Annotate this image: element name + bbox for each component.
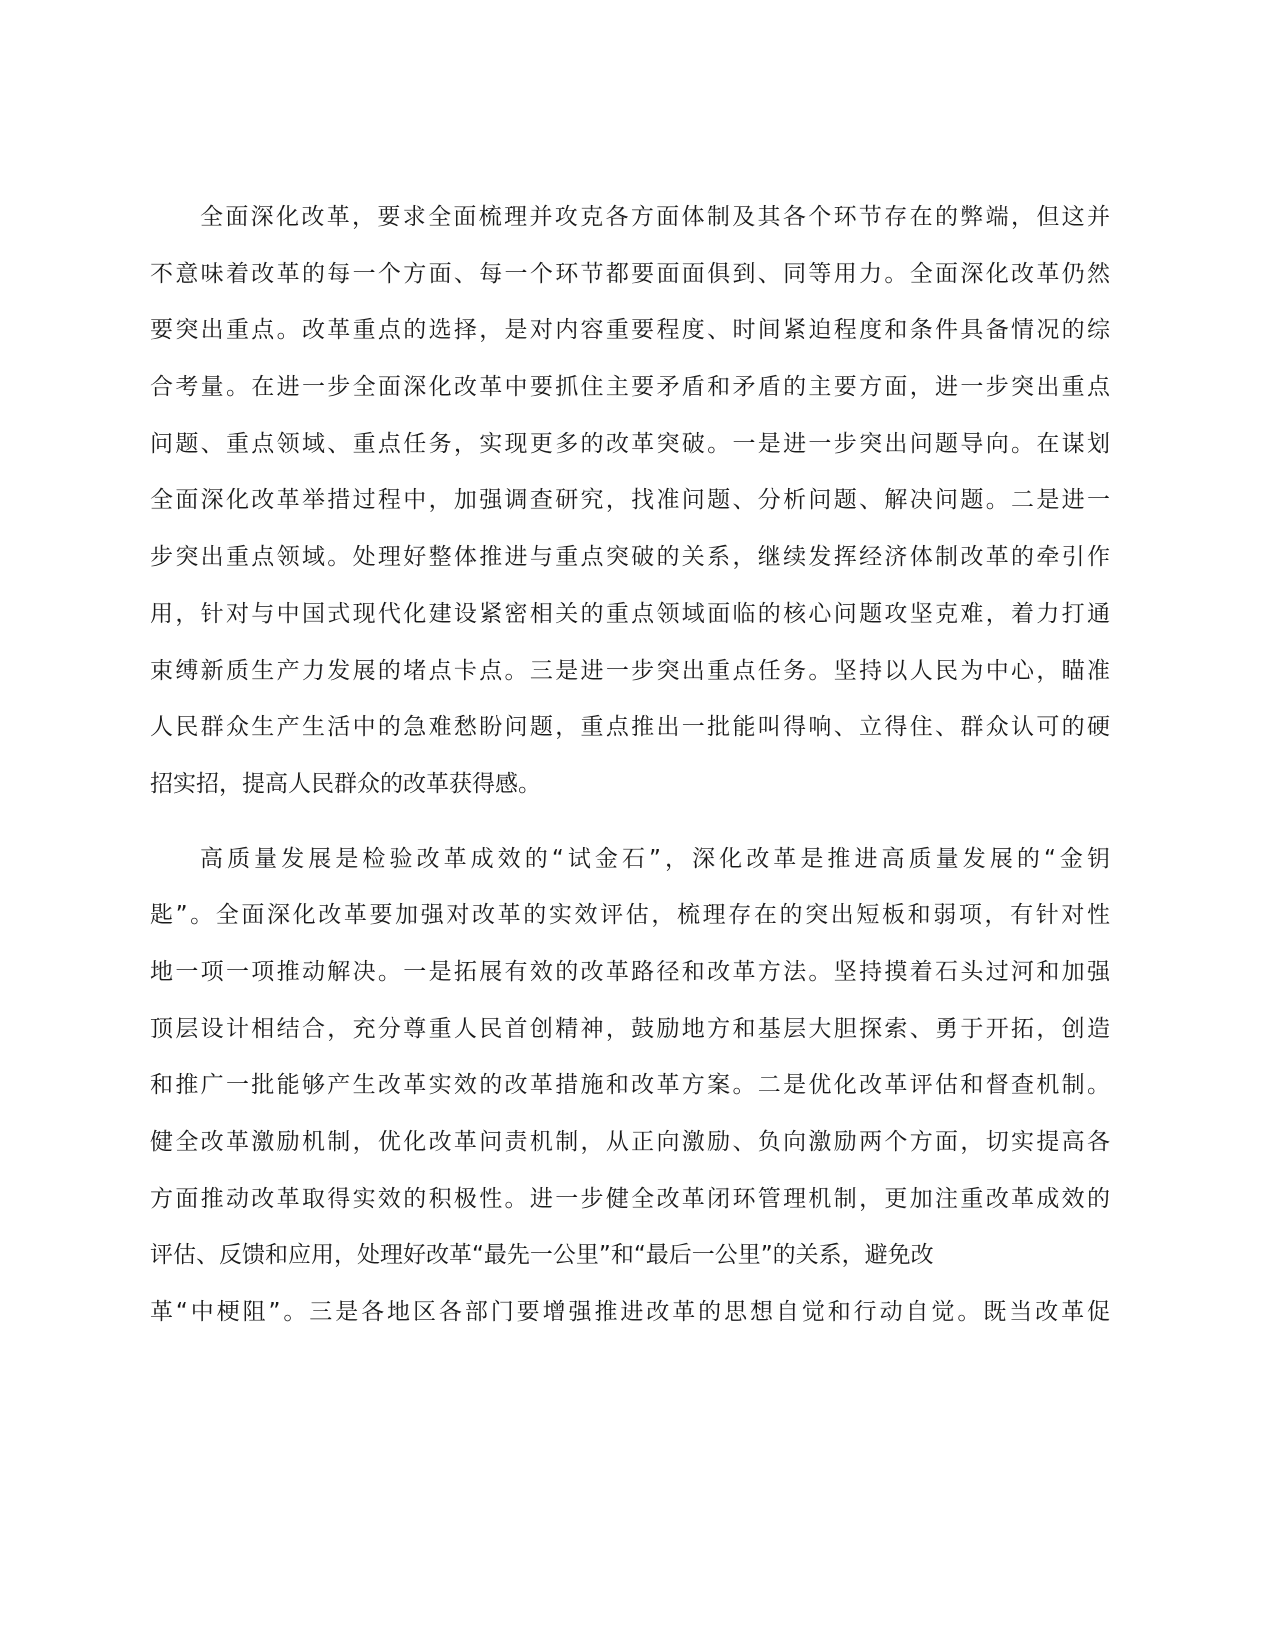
paragraph-2 bbox=[150, 831, 1110, 1341]
text-line: 评估、反馈和应用，处理好改革“最先一公里”和“最后一公里”的关系，避免改 bbox=[150, 1242, 934, 1269]
text-line: 地一项一项推动解决。一是拓展有效的改革路径和改革方法。坚持摸着石头过河和加强 bbox=[150, 958, 1110, 985]
text-line: 全面深化改革，要求全面梳理并攻克各方面体制及其各个环节存在的弊端，但这并 bbox=[200, 204, 1110, 230]
paragraph-spacer bbox=[150, 813, 1110, 831]
text-line: 方面推动改革取得实效的积极性。进一步健全改革闭环管理机制，更加注重改革成效的 bbox=[150, 1185, 1110, 1212]
text-line: 高质量发展是检验改革成效的“试金石”，深化改革是推进高质量发展的“金钥 bbox=[200, 845, 1110, 872]
text-line: 全面深化改革举措过程中，加强调查研究，找准问题、分析问题、解决问题。二是进一 bbox=[150, 487, 1110, 514]
text-line: 不意味着改革的每一个方面、每一个环节都要面面俱到、同等用力。全面深化改革仍然 bbox=[150, 260, 1110, 287]
text-line: 顶层设计相结合，充分尊重人民首创精神，鼓励地方和基层大胆探索、勇于开拓，创造 bbox=[150, 1015, 1110, 1042]
text-line: 束缚新质生产力发展的堵点卡点。三是进一步突出重点任务。坚持以人民为中心，瞄准 bbox=[150, 657, 1110, 684]
paragraph-1 bbox=[150, 189, 1110, 813]
text-line: 合考量。在进一步全面深化改革中要抓住主要矛盾和矛盾的主要方面，进一步突出重点 bbox=[150, 374, 1110, 401]
text-line: 匙”。全面深化改革要加强对改革的实效评估，梳理存在的突出短板和弱项，有针对性 bbox=[150, 902, 1110, 929]
text-line: 用，针对与中国式现代化建设紧密相关的重点领域面临的核心问题攻坚克难，着力打通 bbox=[150, 600, 1110, 627]
text-line: 人民群众生产生活中的急难愁盼问题，重点推出一批能叫得响、立得住、群众认可的硬 bbox=[150, 714, 1110, 741]
text-line: 要突出重点。改革重点的选择，是对内容重要程度、时间紧迫程度和条件具备情况的综 bbox=[150, 317, 1110, 344]
text-line: 和推广一批能够产生改革实效的改革措施和改革方案。二是优化改革评估和督查机制。 bbox=[150, 1072, 1110, 1099]
text-line: 革“中梗阻”。三是各地区各部门要增强推进改革的思想自觉和行动自觉。既当改革促 bbox=[150, 1299, 1110, 1326]
document-body bbox=[150, 189, 1110, 1341]
text-line: 招实招，提高人民群众的改革获得感。 bbox=[150, 770, 541, 797]
text-line: 问题、重点领域、重点任务，实现更多的改革突破。一是进一步突出问题导向。在谋划 bbox=[150, 430, 1110, 457]
text-line: 健全改革激励机制，优化改革问责机制，从正向激励、负向激励两个方面，切实提高各 bbox=[150, 1129, 1110, 1155]
text-line: 步突出重点领域。处理好整体推进与重点突破的关系，继续发挥经济体制改革的牵引作 bbox=[150, 544, 1110, 571]
